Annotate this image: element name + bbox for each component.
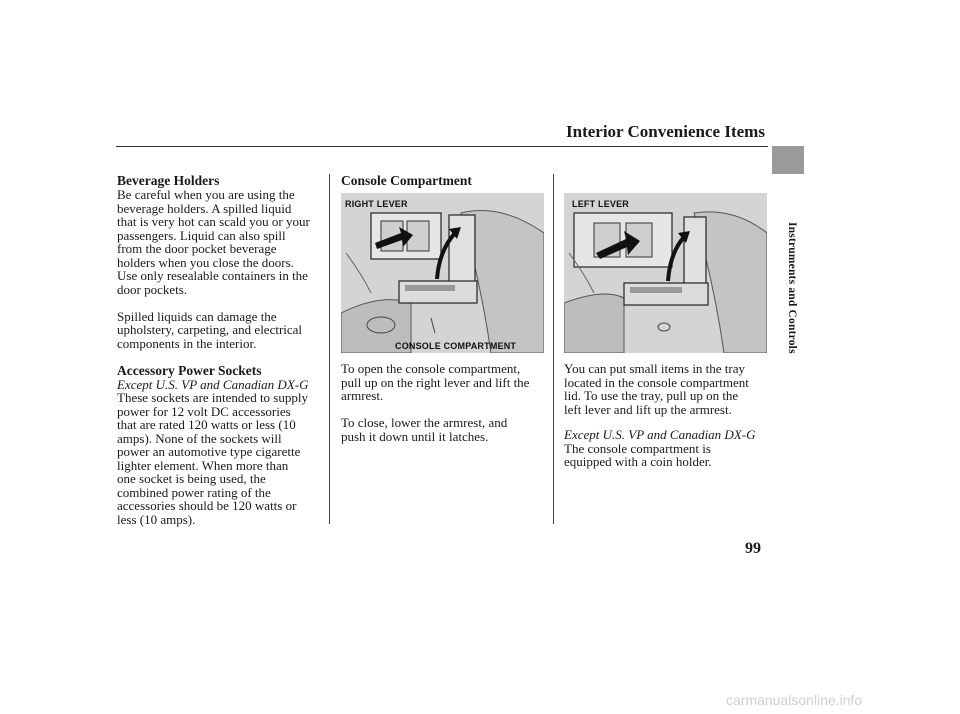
accessory-line: power an automotive type cigarette (117, 444, 301, 459)
beverage-line: Be careful when you are using the (117, 187, 295, 202)
console-figure-right-lever (341, 193, 544, 353)
coin-model-note: Except U.S. VP and Canadian DX-G (564, 427, 756, 442)
accessory-line: accessories should be 120 watts or (117, 498, 297, 513)
accessory-line: power for 12 volt DC accessories (117, 403, 291, 419)
coin-line: equipped with a coin holder. (564, 454, 712, 469)
accessory-line: one socket is being used, the (117, 471, 266, 486)
console-compartment-heading: Console Compartment (341, 173, 472, 188)
close-line: To close, lower the armrest, and (341, 415, 508, 430)
console-tray-illustration (564, 193, 767, 353)
coin-line: The console compartment is (564, 440, 711, 456)
open-line: armrest. (341, 388, 384, 403)
column-divider-2 (553, 174, 554, 524)
right-column-text (564, 362, 769, 416)
section-side-label: Instruments and Controls (786, 222, 798, 354)
page-title: Interior Convenience Items (566, 122, 765, 141)
accessory-sockets-heading: Accessory Power Sockets (117, 362, 262, 378)
console-illustration (341, 193, 544, 353)
spill-line: components in the interior. (117, 335, 257, 351)
header-rule (116, 146, 768, 147)
beverage-line: Use only resealable containers in the (117, 268, 308, 283)
accessory-line: lighter element. When more than (117, 457, 289, 473)
open-line: pull up on the right lever and lift the (341, 374, 530, 390)
beverage-line: passengers. Liquid can also spill (117, 227, 286, 243)
left-column (117, 174, 325, 526)
tray-line: You can put small items in the tray (564, 361, 746, 376)
section-tab-marker (772, 146, 804, 174)
accessory-model-note: Except U.S. VP and Canadian DX-G (117, 376, 309, 392)
right-column-coin-text (564, 428, 769, 469)
watermark: carmanualsonline.info (726, 692, 863, 708)
left-lever-label: LEFT LEVER (572, 199, 630, 209)
beverage-line: door pockets. (117, 281, 188, 297)
accessory-line: that are rated 120 watts or less (10 (117, 417, 296, 432)
beverage-holders-heading: Beverage Holders (117, 173, 220, 188)
page-number: 99 (745, 540, 761, 557)
beverage-line: beverage holders. A spilled liquid (117, 200, 292, 216)
column-divider-1 (329, 174, 330, 524)
accessory-line: combined power rating of the (117, 484, 271, 500)
tray-line: lid. To use the tray, pull up on the (564, 388, 739, 403)
accessory-line: These sockets are intended to supply (117, 390, 308, 405)
close-line: push it down until it latches. (341, 428, 489, 444)
open-line: To open the console compartment, (341, 361, 521, 376)
middle-column-heading-wrap (341, 174, 551, 188)
tray-line: left lever and lift up the armrest. (564, 401, 732, 417)
beverage-line: holders when you close the doors. (117, 254, 294, 270)
middle-column-text (341, 362, 551, 443)
beverage-line: that is very hot can scald you or your (117, 214, 310, 229)
console-figure-left-lever (564, 193, 767, 353)
console-compartment-label: CONSOLE COMPARTMENT (395, 341, 517, 351)
spill-line: Spilled liquids can damage the (117, 308, 277, 324)
accessory-line: amps). None of the sockets will (117, 430, 282, 446)
tray-line: located in the console compartment (564, 374, 749, 390)
right-lever-label: RIGHT LEVER (345, 199, 408, 209)
spill-line: upholstery, carpeting, and electrical (117, 322, 303, 337)
beverage-line: from the door pocket beverage (117, 241, 277, 256)
accessory-line: less (10 amps). (117, 511, 196, 527)
